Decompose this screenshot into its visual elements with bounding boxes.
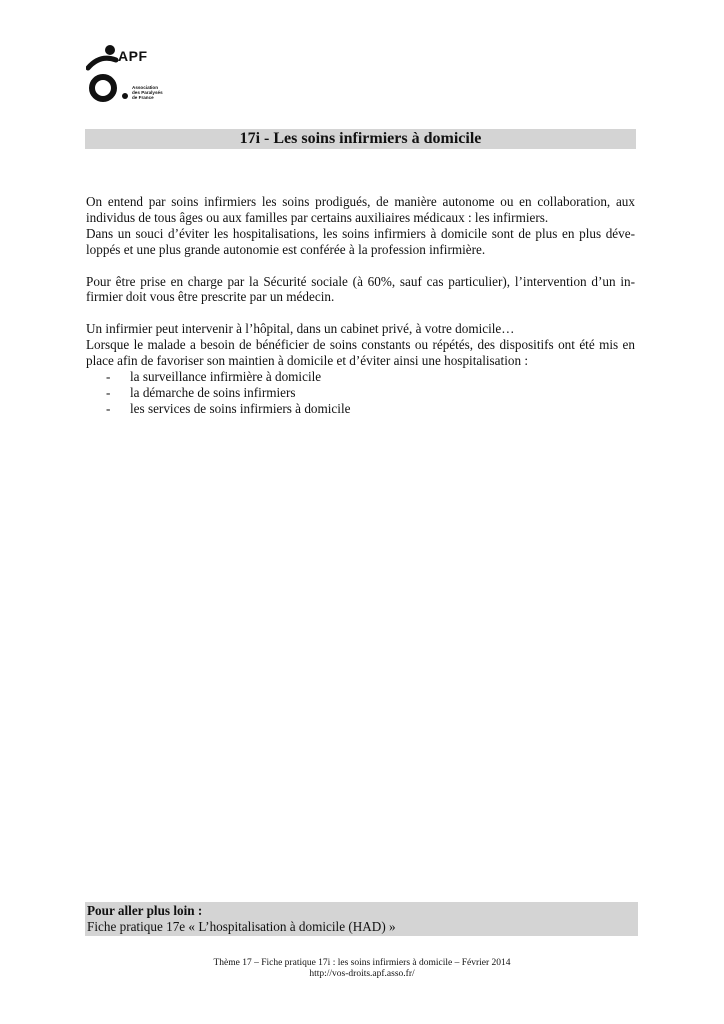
paragraph-definition: On entend par soins infirmiers les soins prodigués, de manière autonome ou en collaboration, aux individus de tous âges ou aux familles par certains auxiliaires médicaux : les infirmiers.: [86, 194, 635, 225]
logo-subtitle: Association des Paralysés de France: [132, 85, 163, 101]
list-item: - la surveillance infirmière à domicile: [106, 368, 322, 384]
bullet-marker: -: [106, 368, 111, 384]
apf-logo: [86, 44, 196, 108]
page-footer: [0, 958, 724, 980]
paragraph-arrangements: Lorsque le malade a besoin de bénéficier de soins constants ou répétés, des dispositifs ont été mis en place afin de favoriser son maintien à domicile et d’éviter ainsi une hospitalisation :: [86, 337, 635, 369]
list-item: - les services de soins infirmiers à domicile: [106, 400, 351, 416]
footer-reference: Thème 17 – Fiche pratique 17i : les soins infirmiers à domicile – Février 2014: [213, 958, 511, 968]
document-body: [86, 194, 635, 417]
bullet-marker: -: [106, 384, 111, 400]
paragraph-locations: Un infirmier peut intervenir à l’hôpital, dans un cabinet privé, à votre domicile…: [86, 321, 515, 337]
logo-brand: APF: [118, 48, 148, 64]
footer-url[interactable]: http://vos-droits.apf.asso.fr/: [309, 969, 415, 979]
paragraph-coverage: Pour être prise en charge par la Sécurité sociale (à 60%, sauf cas particulier), l’intervention d’un in-firmier doit vous être prescrite par un médecin.: [86, 273, 635, 305]
further-reading-heading: Pour aller plus loin :: [87, 903, 203, 918]
further-reading-box: [85, 902, 638, 936]
arrangements-list: [86, 369, 635, 417]
further-reading-link[interactable]: Fiche pratique 17e « L’hospitalisation à domicile (HAD) »: [87, 919, 396, 934]
bullet-marker: -: [106, 400, 111, 416]
list-item: - la démarche de soins infirmiers: [106, 384, 296, 400]
paragraph-home-care: Dans un souci d’éviter les hospitalisations, les soins infirmiers à domicile sont de plus en plus déve-loppés et une plus grande autonomie est conférée à la profession infirmière.: [86, 225, 635, 257]
page-title: 17i - Les soins infirmiers à domicile: [85, 129, 636, 149]
